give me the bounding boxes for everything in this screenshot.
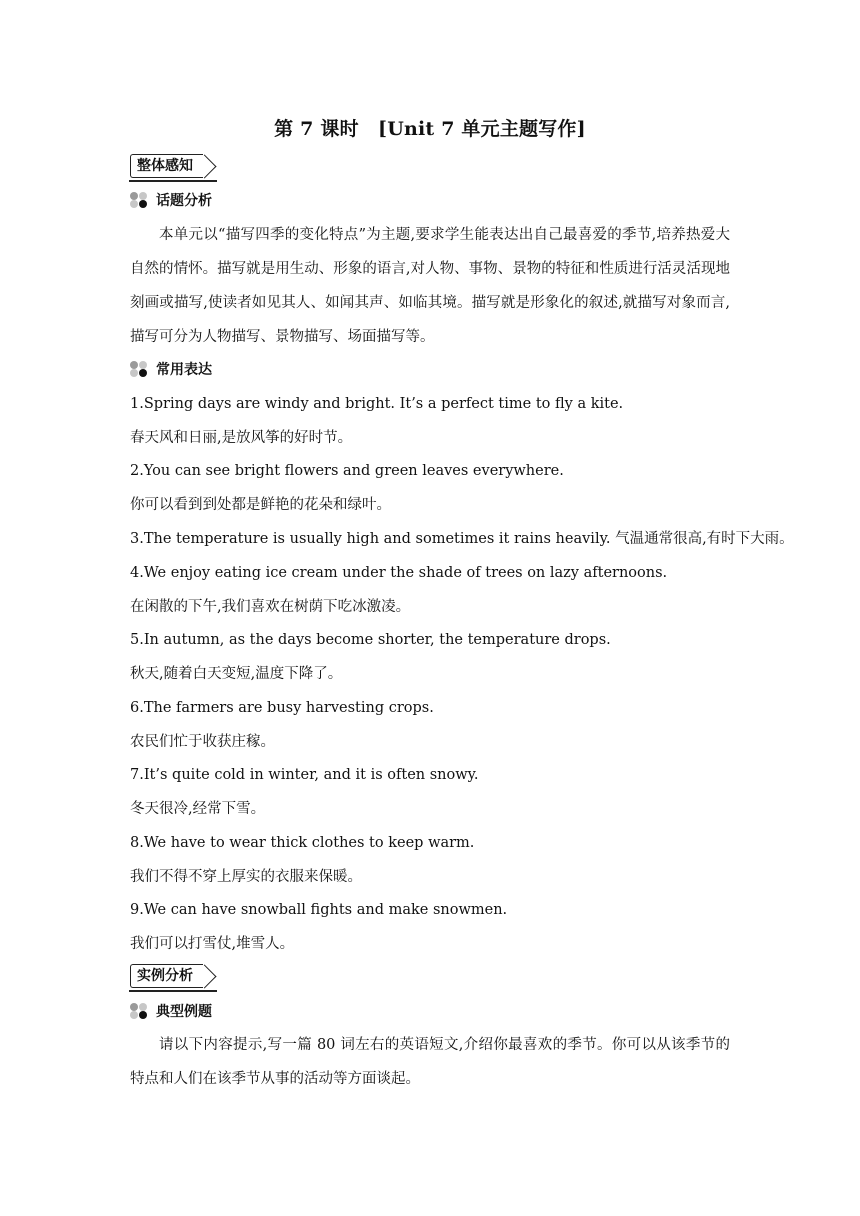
- expression-line: 2.You can see bright flowers and green leaves everywhere.: [130, 463, 564, 479]
- subhead-phrases: [130, 359, 212, 379]
- topic-paragraph: 本单元以“描写四季的变化特点”为主题,要求学生能表达出自己最喜爱的季节,培养热爱大自然的情怀。描写就是用生动、形象的语言,对人物、事物、景物的特征和性质进行活灵活现地刻画或描写,使读者如见其人、如闻其声、如临其境。描写就是形象化的叙述,就描写对象而言,描写可分为人物描写、景物描写、场面描写等。: [130, 227, 730, 345]
- expression-line: 我们不得不穿上厚实的衣服来保暖。: [130, 869, 362, 885]
- page-title: 第 7 课时 [Unit 7 单元主题写作]: [274, 118, 586, 140]
- expression-line: 6.The farmers are busy harvesting crops.: [130, 700, 434, 716]
- expression-line: 4.We enjoy eating ice cream under the shade of trees on lazy afternoons.: [130, 565, 668, 581]
- expression-line: 9.We can have snowball fights and make snowmen.: [130, 902, 508, 918]
- expression-line: 5.In autumn, as the days become shorter, the temperature drops.: [130, 632, 611, 648]
- expression-line: 冬天很冷,经常下雪。: [130, 801, 266, 817]
- bullet-dots-icon: [130, 361, 148, 377]
- expression-line: 8.We have to wear thick clothes to keep warm.: [130, 835, 475, 851]
- subhead-typical-label: 典型例题: [156, 1004, 212, 1020]
- expression-line: 春天风和日丽,是放风筝的好时节。: [130, 430, 353, 446]
- expression-line: 在闲散的下午,我们喜欢在树荫下吃冰激凌。: [130, 599, 411, 615]
- bullet-dots-icon: [130, 1003, 148, 1019]
- expression-line: 1.Spring days are windy and bright. It’s a perfect time to fly a kite.: [130, 396, 624, 412]
- section-tag-example: 实例分析: [130, 964, 203, 988]
- task-paragraph: 请以下内容提示,写一篇 80 词左右的英语短文,介绍你最喜欢的季节。你可以从该季节的特点和人们在该季节从事的活动等方面谈起。: [130, 1037, 730, 1087]
- section-tag-overview: 整体感知: [130, 154, 203, 178]
- expression-line: 你可以看到到处都是鲜艳的花朵和绿叶。: [130, 497, 391, 513]
- expression-line: 农民们忙于收获庄稼。: [130, 734, 275, 750]
- expression-line: 7.It’s quite cold in winter, and it is often snowy.: [130, 767, 479, 783]
- subhead-topic: [130, 190, 212, 210]
- expression-line: 秋天,随着白天变短,温度下降了。: [130, 666, 343, 682]
- subhead-typical: [130, 1001, 212, 1021]
- expression-line: 3.The temperature is usually high and sometimes it rains heavily. 气温通常很高,有时下大雨。: [130, 531, 794, 547]
- subhead-topic-label: 话题分析: [156, 193, 212, 209]
- expression-line: 我们可以打雪仗,堆雪人。: [130, 936, 295, 952]
- bullet-dots-icon: [130, 192, 148, 208]
- subhead-phrases-label: 常用表达: [156, 362, 212, 378]
